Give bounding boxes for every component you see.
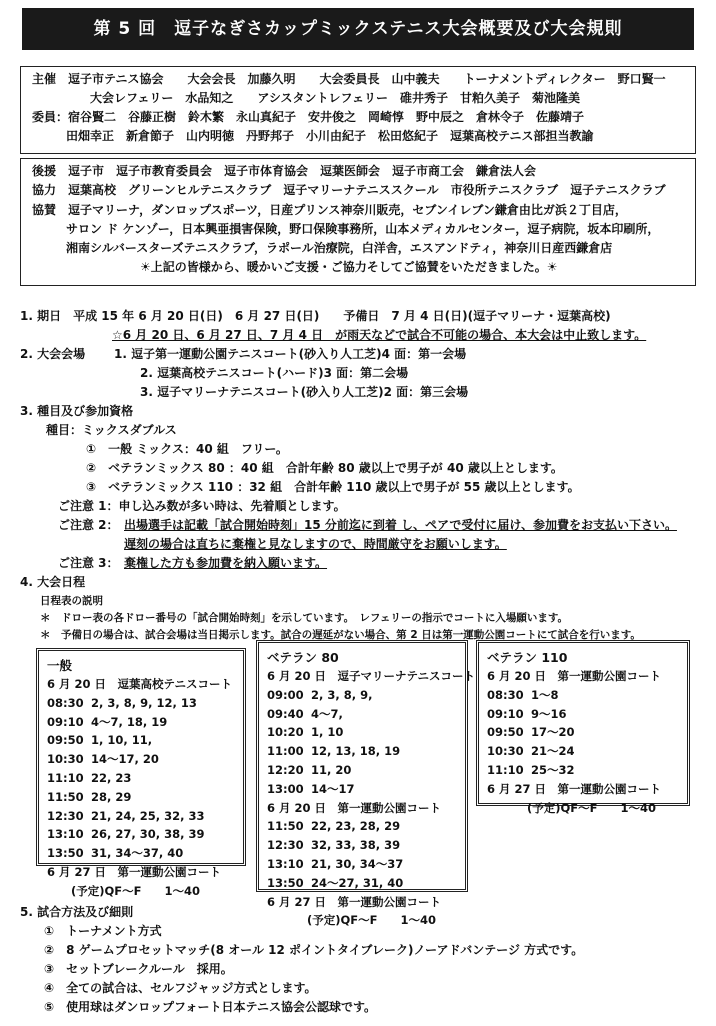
schedule-row (487, 742, 679, 761)
schedule-time: 10:30 (487, 744, 524, 759)
schedule-time: 11:10 (47, 770, 84, 785)
section-events-label: 3. 種目及び参加資格 (20, 404, 134, 418)
schedule-general-title: 一般 (47, 658, 73, 673)
schedule-draws: 4〜7, 18, 19 (91, 714, 168, 729)
schedule-draws: 4〜7, (311, 706, 343, 721)
rule-5: ⑤ 使用球はダンロップフォート日本テニス協会公認球です。 (44, 1000, 377, 1014)
schedule-veteran110-day1: 6 月 20 日 第一運動公園コート (487, 669, 662, 683)
schedule-time: 09:00 (267, 687, 304, 702)
schedule-row (267, 874, 457, 893)
caution-1: ご注意 1：申し込み数が多い時は、先着順とします。 (58, 499, 346, 513)
schedule-veteran110-rows (487, 686, 679, 780)
sponsors-thanks: ☀上記の皆様から、暖かいご支援・ご協力そしてご協賛をいただきました。☀ (140, 260, 558, 274)
schedule-draws: 21, 30, 34〜37 (311, 856, 404, 871)
rule-2: ② 8 ゲームプロセットマッチ(8 オール 12 ポイントタイブレーク)ノーアドバンテージ 方式です。 (44, 943, 584, 957)
schedule-time: 11:00 (267, 744, 304, 759)
schedule-draws: 24〜27, 31, 40 (311, 875, 404, 890)
date-note: ☆6 月 20 日、6 月 27 日、7 月 4 日 が雨天などで試合不可能の場合、本大会は中止致します。 (112, 328, 647, 342)
caution-2-text-b: 遅刻の場合は直ちに棄権と見なしますので、時間厳守をお願いします。 (124, 537, 507, 551)
schedule-general-final: (予定)QF〜F 1〜40 (71, 883, 201, 898)
schedule-veteran80-title: ベテラン 80 (267, 650, 339, 665)
schedule-draws: 12, 13, 18, 19 (311, 744, 401, 759)
schedule-veteran80 (256, 640, 476, 928)
venue-3: 3. 逗子マリーナテニスコート(砂入り人工芝)2 面：第三会場 (140, 385, 469, 399)
schedule-veteran80-rows2 (267, 817, 457, 892)
schedule-row (267, 817, 457, 836)
schedule-row (47, 788, 235, 807)
event-2: ② ベテランミックス 80 ：40 組 合計年齢 80 歳以上で男子が 40 歳以上とします。 (86, 461, 563, 475)
schedule-time: 12:30 (267, 838, 304, 853)
schedule-row (47, 694, 235, 713)
schedule-row (47, 807, 235, 826)
schedule-time: 13:10 (267, 856, 304, 871)
rule-4: ④ 全ての試合は、セルフジャッジ方式とします。 (44, 981, 317, 995)
schedule-row (47, 769, 235, 788)
schedule-draws: 14〜17 (311, 781, 355, 796)
schedule-veteran110-day2: 6 月 27 日 第一運動公園コート (487, 781, 662, 796)
schedule-draws: 11, 20 (311, 762, 352, 777)
schedule-row (267, 855, 457, 874)
organizers-line-2: 大会レフェリー 水品知之 アシスタントレフェリー 碓井秀子 甘粕久美子 菊池隆美 (90, 91, 580, 105)
sponsors-line-1: 後援 逗子市 逗子市教育委員会 逗子市体育協会 逗葉医師会 逗子市商工会 鎌倉法人会 (32, 164, 537, 178)
schedule-draws: 17〜20 (531, 725, 575, 740)
schedule-row (47, 750, 235, 769)
schedule-row (47, 713, 235, 732)
schedule-time: 08:30 (487, 687, 524, 702)
schedule-time: 11:50 (267, 819, 304, 834)
schedule-draws: 9〜16 (531, 706, 567, 721)
schedule-draws: 1, 10, 11, (91, 733, 153, 748)
schedule-draws: 1〜8 (531, 687, 559, 702)
schedule-veteran80-day1b: 6 月 20 日 第一運動公園コート (267, 800, 442, 815)
sponsors-line-2: 協力 逗葉高校 グリーンヒルテニスクラブ 逗子マリーナテニススクール 市役所テニスクラブ 逗子テニスクラブ (32, 183, 666, 197)
schedule-veteran80-day1: 6 月 20 日 逗子マリーナテニスコート (267, 669, 476, 683)
schedule-draws: 21〜24 (531, 744, 575, 759)
schedule-note-1: ＊ ドロー表の各ドロー番号の「試合開始時刻」を示しています。 レフェリーの指示でコートに入場願います。 (40, 612, 569, 624)
schedule-veteran110-final: (予定)QF〜F 1〜40 (527, 800, 657, 815)
schedule-draws: 31, 34〜37, 40 (91, 846, 184, 861)
schedule-row (487, 723, 679, 742)
schedule-time: 09:50 (47, 733, 84, 748)
schedule-row (487, 705, 679, 724)
schedule-note-2: ＊ 予備日の場合は、試合会場は当日掲示します。試合の遅延がない場合、第 2 日は第一運動公園コートにて試合を行います。 (40, 629, 641, 641)
section-venue-label: 2. 大会会場 (20, 347, 86, 361)
schedule-time: 12:30 (47, 808, 84, 823)
schedule-draws: 14〜17, 20 (91, 752, 159, 767)
schedule-draws: 1, 10 (311, 725, 344, 740)
schedule-row (267, 686, 457, 705)
section-schedule-label: 4. 大会日程 (20, 575, 86, 589)
schedule-veteran80-final: (予定)QF〜F 1〜40 (307, 913, 437, 928)
schedule-row (47, 825, 235, 844)
committee-line-1: 委員：宿谷賢二 谷藤正樹 鈴木繁 永山真紀子 安井俊之 岡崎惇 野中辰之 倉林令子 佐藤靖子 (32, 110, 585, 124)
schedule-row (487, 686, 679, 705)
sponsors-line-5: 湘南シルバースターズテニスクラブ，ラポール治療院，白洋舎，エスアンドティ，神奈川日産西鎌倉店 (66, 241, 613, 255)
schedule-time: 12:20 (267, 762, 304, 777)
section-date: 1. 期日 平成 15 年 6 月 20 日(日) 6 月 27 日(日) 予備日 7 月 4 日(日)(逗子マリーナ・逗葉高校) (20, 309, 611, 323)
schedule-draws: 2, 3, 8, 9, 12, 13 (91, 695, 197, 710)
caution-2-text: 出場選手は記載「試合開始時刻」15 分前迄に到着 し、ペアで受付に届け、参加費をお支払い下さい。 (124, 518, 677, 532)
committee-line-2: 田畑幸正 新倉節子 山内明徳 丹野邦子 小川由紀子 松田悠紀子 逗葉高校テニス部担当教諭 (66, 129, 594, 143)
schedule-time: 10:20 (267, 725, 304, 740)
schedule-row (267, 705, 457, 724)
schedule-time: 11:10 (487, 762, 524, 777)
schedule-row (47, 731, 235, 750)
schedule-time: 10:30 (47, 752, 84, 767)
event-type: 種目：ミックスダブルス (46, 423, 177, 437)
schedule-row (267, 780, 457, 799)
schedule-general-rows (47, 694, 235, 863)
schedule-veteran80-day2: 6 月 27 日 第一運動公園コート (267, 894, 442, 909)
schedule-time: 13:50 (267, 875, 304, 890)
rule-3: ③ セットブレークルール 採用。 (44, 962, 233, 976)
schedule-time: 13:00 (267, 781, 304, 796)
schedule-row (267, 723, 457, 742)
rule-1: ① トーナメント方式 (44, 924, 162, 938)
schedule-general-day2: 6 月 27 日 第一運動公園コート (47, 864, 222, 879)
schedule-desc: 日程表の説明 (40, 595, 103, 607)
schedule-draws: 2, 3, 8, 9, (311, 687, 373, 702)
schedule-general-day1: 6 月 20 日 逗葉高校テニスコート (47, 677, 233, 691)
venue-2: 2. 逗葉高校テニスコート(ハード)3 面：第二会場 (140, 366, 409, 380)
schedule-row (267, 742, 457, 761)
sponsors-line-3: 協賛 逗子マリーナ，ダンロップスポーツ，日産プリンス神奈川販売，セブンイレブン鎌倉由比ガ浜２丁目店， (32, 203, 627, 217)
schedule-draws: 26, 27, 30, 38, 39 (91, 827, 205, 842)
schedule-general (36, 648, 246, 898)
schedule-row (267, 761, 457, 780)
caution-3-label: ご注意 3： (58, 556, 119, 570)
schedule-row (47, 844, 235, 863)
schedule-time: 08:30 (47, 695, 84, 710)
organizers-line-1: 主催 逗子市テニス協会 大会会長 加藤久明 大会委員長 山中義夫 トーナメントディレクター 野口賢一 (32, 72, 666, 86)
schedule-draws: 21, 24, 25, 32, 33 (91, 808, 205, 823)
schedule-veteran80-rows1 (267, 686, 457, 799)
schedule-veteran110 (476, 640, 690, 815)
schedule-time: 13:50 (47, 846, 84, 861)
schedule-draws: 28, 29 (91, 789, 132, 804)
schedule-draws: 25〜32 (531, 762, 575, 777)
schedule-veteran110-title: ベテラン 110 (487, 650, 568, 665)
sponsors-line-4: サロン ド ケンゾー，日本興亜損害保険，野口保険事務所，山本メディカルセンター，逗子病院，坂本印刷所， (66, 222, 660, 236)
schedule-draws: 22, 23, 28, 29 (311, 819, 401, 834)
schedule-time: 11:50 (47, 789, 84, 804)
schedule-time: 09:50 (487, 725, 524, 740)
schedule-time: 09:40 (267, 706, 304, 721)
schedule-time: 09:10 (47, 714, 84, 729)
caution-2-label: ご注意 2： (58, 518, 119, 532)
schedule-time: 09:10 (487, 706, 524, 721)
schedule-row (487, 761, 679, 780)
schedule-time: 13:10 (47, 827, 84, 842)
section-rules-label: 5. 試合方法及び細則 (20, 905, 134, 919)
venue-1: 1. 逗子第一運動公園テニスコート(砂入り人工芝)4 面：第一会場 (114, 347, 467, 361)
page-title: 第 5 回 逗子なぎさカップミックステニス大会概要及び大会規則 (22, 8, 694, 50)
caution-3-text: 棄権した方も参加費を納入願います。 (124, 556, 328, 570)
schedule-row (267, 836, 457, 855)
schedule-draws: 22, 23 (91, 770, 132, 785)
event-3: ③ ベテランミックス 110 ：32 組 合計年齢 110 歳以上で男子が 55 歳以上とします。 (86, 480, 580, 494)
schedule-draws: 32, 33, 38, 39 (311, 838, 401, 853)
event-1: ① 一般 ミックス：40 組 フリー。 (86, 442, 288, 456)
